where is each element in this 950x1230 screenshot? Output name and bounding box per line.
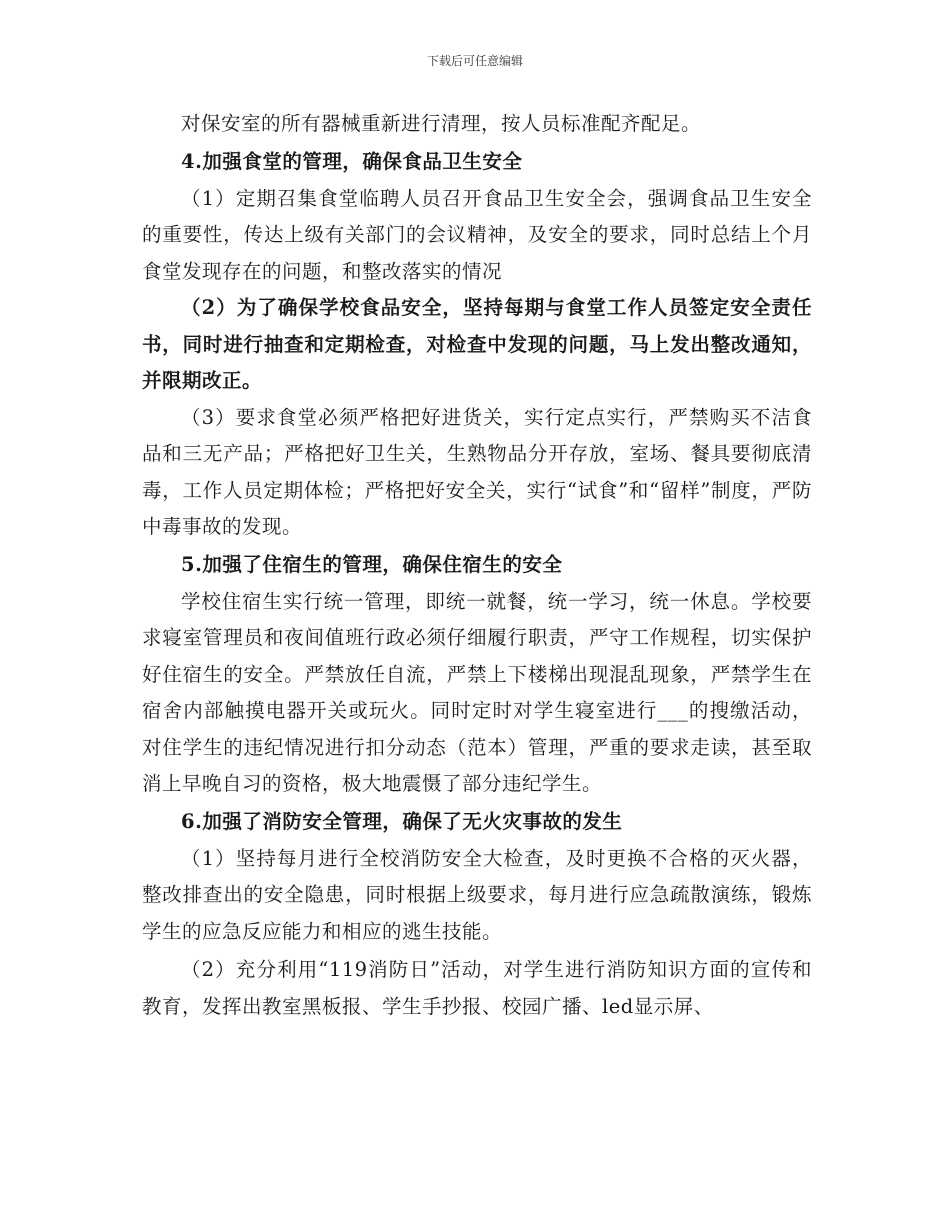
paragraph-dormitory: 学校住宿生实行统一管理，即统一就餐，统一学习，统一休息。学校要求寝室管理员和夜间值班行政必须仔细履行职责，严守工作规程，切实保护好住宿生的安全。严禁放任自流，严禁上下楼梯出现混乱现象，严禁学生在宿舍内部触摸电器开关或玩火。同时定时对学生寝室进行___的搜缴活动，对住学生的违纪情况进行扣分动态（范本）管理，严重的要求走读，甚至取消上早晚自习的资格，极大地震慑了部分违纪学生。 (142, 589, 812, 795)
paragraph-security-equipment: 对保安室的所有器械重新进行清理，按人员标准配齐配足。 (181, 112, 702, 135)
page-header-note: 下载后可任意编辑 (426, 54, 523, 68)
document-body (142, 106, 812, 1025)
paragraph-canteen-1: （1）定期召集食堂临聘人员召开食品卫生安全会，强调食品卫生安全的重要性，传达上级有关部门的会议精神，及安全的要求，同时总结上个月食堂发现存在的问题，和整改落实的情况 (142, 186, 812, 283)
paragraph-canteen-3: （3）要求食堂必须严格把好进货关，实行定点实行，严禁购买不洁食品和三无产品；严格把好卫生关，生熟物品分开存放，室场、餐具要彻底清毒，工作人员定期体检；严格把好安全关，实行“试食”和“留样”制度，严防中毒事故的发现。 (142, 405, 812, 538)
paragraph-fire-safety-1: （1）坚持每月进行全校消防安全大检查，及时更换不合格的灭火器，整改排查出的安全隐患，同时根据上级要求，每月进行应急疏散演练，锻炼学生的应急反应能力和相应的逃生技能。 (142, 846, 812, 943)
section-heading-dormitory: 5.加强了住宿生的管理，确保住宿生的安全 (181, 552, 563, 576)
paragraph-fire-safety-2: （2）充分利用“119消防日”活动，对学生进行消防知识方面的宣传和教育，发挥出教室黑板报、学生手抄报、校园广播、led显示屏、 (142, 958, 812, 1018)
section-heading-canteen: 4.加强食堂的管理，确保食品卫生安全 (181, 149, 523, 173)
section-heading-fire-safety: 6.加强了消防安全管理，确保了无火灾事故的发生 (181, 809, 623, 833)
paragraph-canteen-2: （2）为了确保学校食品安全，坚持每期与食堂工作人员签定安全责任书，同时进行抽查和定期检查，对检查中发现的问题，马上发出整改通知，并限期改正。 (142, 296, 812, 392)
